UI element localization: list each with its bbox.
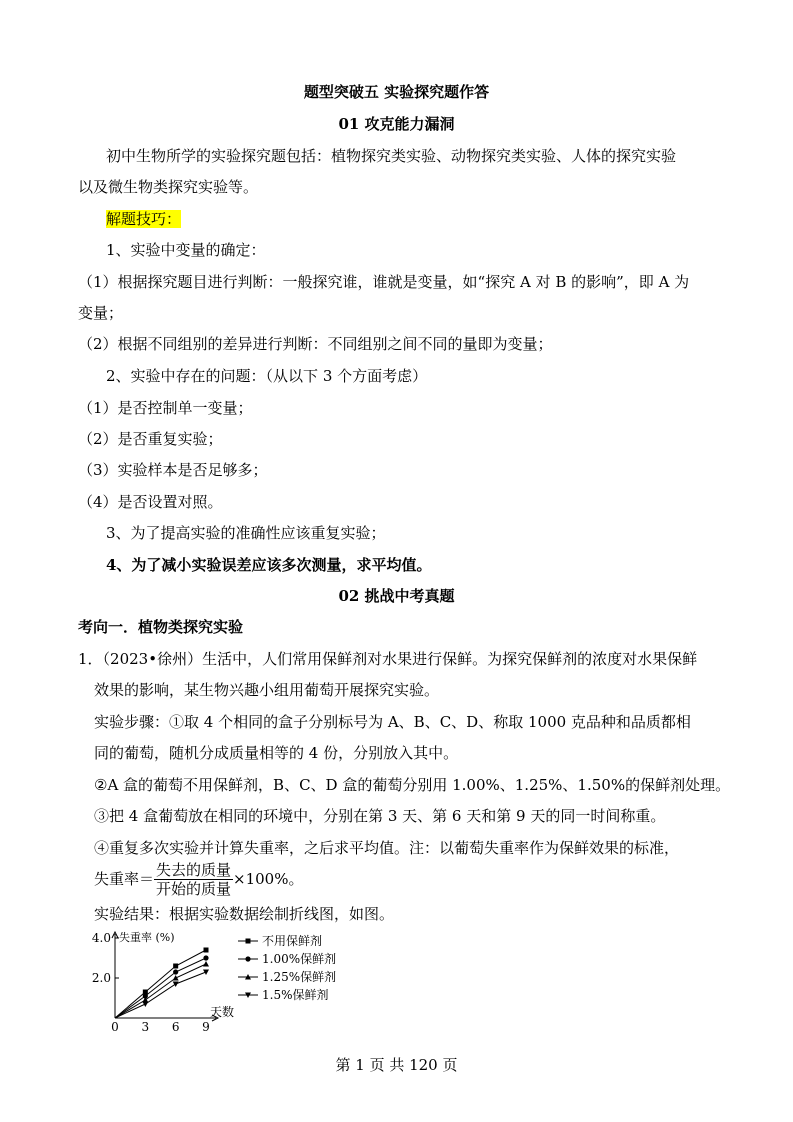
tip-2-item-2: （2）是否重复实验； — [78, 430, 223, 448]
series-line — [115, 964, 206, 1018]
tip-2: 2、实验中存在的问题：（从以下 3 个方面考虑） — [106, 367, 428, 385]
x-tick-label: 3 — [141, 1020, 150, 1034]
tips-label — [106, 209, 181, 229]
weight-loss-line-chart — [88, 926, 388, 1041]
data-point — [204, 948, 209, 953]
legend-label: 不用保鲜剂 — [262, 934, 323, 948]
step-4: ④重复多次实验并计算失重率，之后求平均值。注：以葡萄失重率作为保鲜效果的标准， — [94, 839, 680, 857]
tip-1-a-line-1: （1）根据探究题目进行判断：一般探究谁，谁就是变量，如“探究 A 对 B 的影响”，即 A 为 — [78, 273, 690, 291]
data-point — [173, 969, 178, 974]
tip-2-item-3: （3）实验样本是否足够多； — [78, 461, 268, 479]
y-tick-label: 4.0 — [91, 931, 111, 945]
formula-fraction — [154, 861, 233, 898]
result-text: 实验结果：根据实验数据绘制折线图，如图。 — [94, 905, 395, 923]
x-tick-label: 6 — [171, 1020, 180, 1034]
step-1-line-2: 同的葡萄，随机分成质量相等的 4 份，分别放入其中。 — [94, 744, 459, 762]
legend-label: 1.25%保鲜剂 — [262, 970, 337, 984]
tip-1-b: （2）根据不同组别的差异进行判断：不同组别之间不同的量即为变量； — [78, 335, 553, 353]
step-2: ②A 盒的葡萄不用保鲜剂，B、C、D 盒的葡萄分别用 1.00%、1.25%、1.50%的保鲜剂处理。 — [94, 776, 731, 794]
section-heading-2: 02 挑战中考真题 — [338, 587, 455, 605]
question-1-line-1: 1．（2023•徐州）生活中，人们常用保鲜剂对水果进行保鲜。为探究保鲜剂的浓度对水果保鲜 — [78, 650, 698, 668]
legend-marker — [246, 939, 251, 944]
data-point — [173, 975, 179, 981]
tips-label-text: 解题技巧： — [106, 210, 182, 228]
data-point — [173, 964, 178, 969]
question-1-line-2: 效果的影响，某生物兴趣小组用葡萄开展探究实验。 — [94, 681, 440, 699]
tip-1-a-line-2: 变量； — [78, 304, 124, 322]
legend-marker — [245, 956, 250, 961]
tip-3: 3、为了提高实验的准确性应该重复实验； — [106, 524, 386, 542]
data-point — [203, 961, 209, 967]
page-footer: 第 1 页 共 120 页 — [335, 1056, 458, 1074]
intro-line-1: 初中生物所学的实验探究题包括：植物探究类实验、动物探究类实验、人体的探究实验 — [106, 147, 677, 165]
x-tick-label: 9 — [202, 1020, 210, 1034]
tip-2-item-4: （4）是否设置对照。 — [78, 493, 223, 511]
tip-1: 1、实验中变量的确定： — [106, 241, 266, 259]
page-title: 题型突破五 实验探究题作答 — [303, 83, 490, 101]
tip-4: 4、为了减小实验误差应该多次测量，求平均值。 — [106, 556, 432, 574]
data-point — [142, 1002, 148, 1008]
intro-line-2: 以及微生物类探究实验等。 — [78, 178, 259, 196]
data-point — [203, 970, 209, 976]
step-3: ③把 4 盒葡萄放在相同的环境中，分别在第 3 天、第 6 天和第 9 天的同一时间称重。 — [94, 807, 666, 825]
x-tick-label: 0 — [111, 1020, 119, 1034]
legend-label: 1.5%保鲜剂 — [262, 988, 329, 1002]
formula — [94, 860, 303, 898]
formula-tail: ×100%。 — [233, 870, 304, 888]
subsection-heading: 考向一．植物类探究实验 — [78, 618, 244, 636]
tip-2-item-1: （1）是否控制单一变量； — [78, 399, 253, 417]
formula-denominator: 开始的质量 — [156, 879, 232, 898]
y-axis-label: 失重率 (%) — [119, 931, 175, 944]
data-point — [203, 955, 208, 960]
series-line — [115, 958, 206, 1018]
data-point — [173, 982, 179, 988]
formula-numerator: 失去的质量 — [156, 860, 232, 879]
x-axis-label: 天数 — [210, 1005, 235, 1019]
formula-lhs: 失重率＝ — [94, 870, 155, 888]
legend-label: 1.00%保鲜剂 — [262, 952, 337, 966]
section-heading-1: 01 攻克能力漏洞 — [338, 115, 455, 133]
y-tick-label: 2.0 — [91, 971, 111, 985]
step-1-line-1: 实验步骤：①取 4 个相同的盒子分别标号为 A、B、C、D、称取 1000 克品种和品质都相 — [94, 713, 691, 731]
